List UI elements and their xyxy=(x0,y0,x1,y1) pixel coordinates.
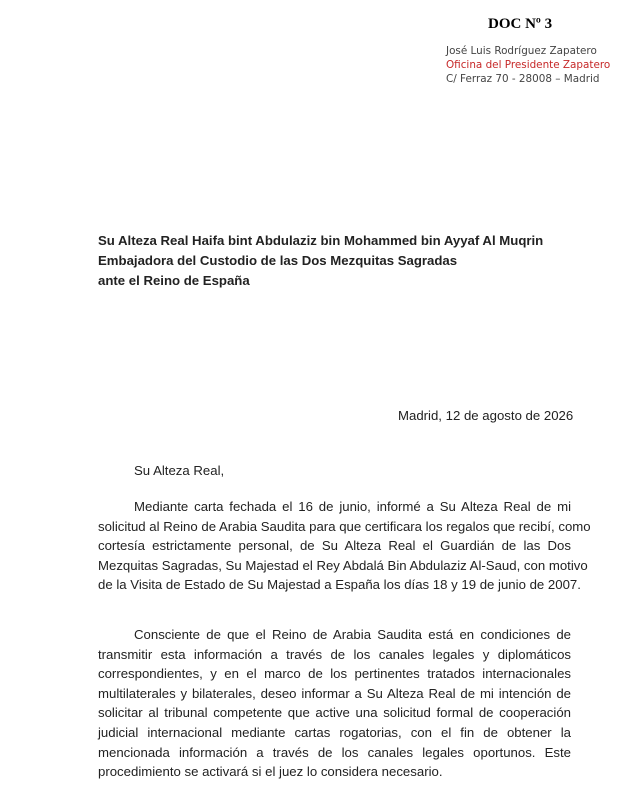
date-line: Madrid, 12 de agosto de 2026 xyxy=(398,408,574,423)
paragraph-line: Consciente de que el Reino de Arabia Saudita está en condiciones de xyxy=(134,627,571,642)
paragraph-line: multilaterales y bilaterales, deseo informar a Su Alteza Real de mi intención de xyxy=(98,685,571,701)
salutation: Su Alteza Real, xyxy=(134,463,225,478)
paragraph-line: de la Visita de Estado de Su Majestad a España los días 18 y 19 de junio de 2007. xyxy=(98,577,581,593)
paragraph-line: cortesía estrictamente personal, de Su Alteza Real el Guardián de las Dos xyxy=(98,538,571,554)
paragraph-line: solicitud al Reino de Arabia Saudita para que certificara los regalos que recibí, como xyxy=(98,518,591,534)
recipient-line-3: ante el Reino de España xyxy=(98,273,250,288)
recipient-line-1: Su Alteza Real Haifa bint Abdulaziz bin Mohammed bin Ayyaf Al Muqrin xyxy=(98,233,544,248)
paragraph-line: procedimiento se activará si el juez lo considera necesario. xyxy=(98,764,443,780)
paragraph-line: Mediante carta fechada el 16 de junio, informé a Su Alteza Real de mi xyxy=(134,499,571,514)
recipient-line-2: Embajadora del Custodio de las Dos Mezquitas Sagradas xyxy=(98,253,458,268)
sender-name: José Luis Rodríguez Zapatero xyxy=(446,45,597,57)
recipient-block xyxy=(98,231,543,291)
doc-label: DOC Nº 3 xyxy=(488,16,553,32)
paragraph-line: transmitir esta información a través de los canales legales y diplomáticos xyxy=(98,646,571,662)
paragraph-line: mencionada información a través de los canales legales oportunos. Este xyxy=(98,744,571,760)
sender-block xyxy=(446,44,610,86)
paragraph-line: solicitar al tribunal competente que active una solicitud formal de cooperación xyxy=(98,705,571,721)
paragraph-line: Mezquitas Sagradas, Su Majestad el Rey Abdalá Bin Abdulaziz Al-Saud, con motivo xyxy=(98,557,588,573)
paragraph-1 xyxy=(98,497,591,595)
sender-office: Oficina del Presidente Zapatero xyxy=(446,59,611,71)
paragraph-line: judicial internacional mediante cartas rogatorias, con el fin de obtener la xyxy=(98,724,571,740)
paragraph-2 xyxy=(98,625,571,782)
sender-address: C/ Ferraz 70 - 28008 – Madrid xyxy=(446,73,600,85)
paragraph-line: correspondientes, y en el marco de los pertinentes tratados internacionales xyxy=(98,666,571,682)
